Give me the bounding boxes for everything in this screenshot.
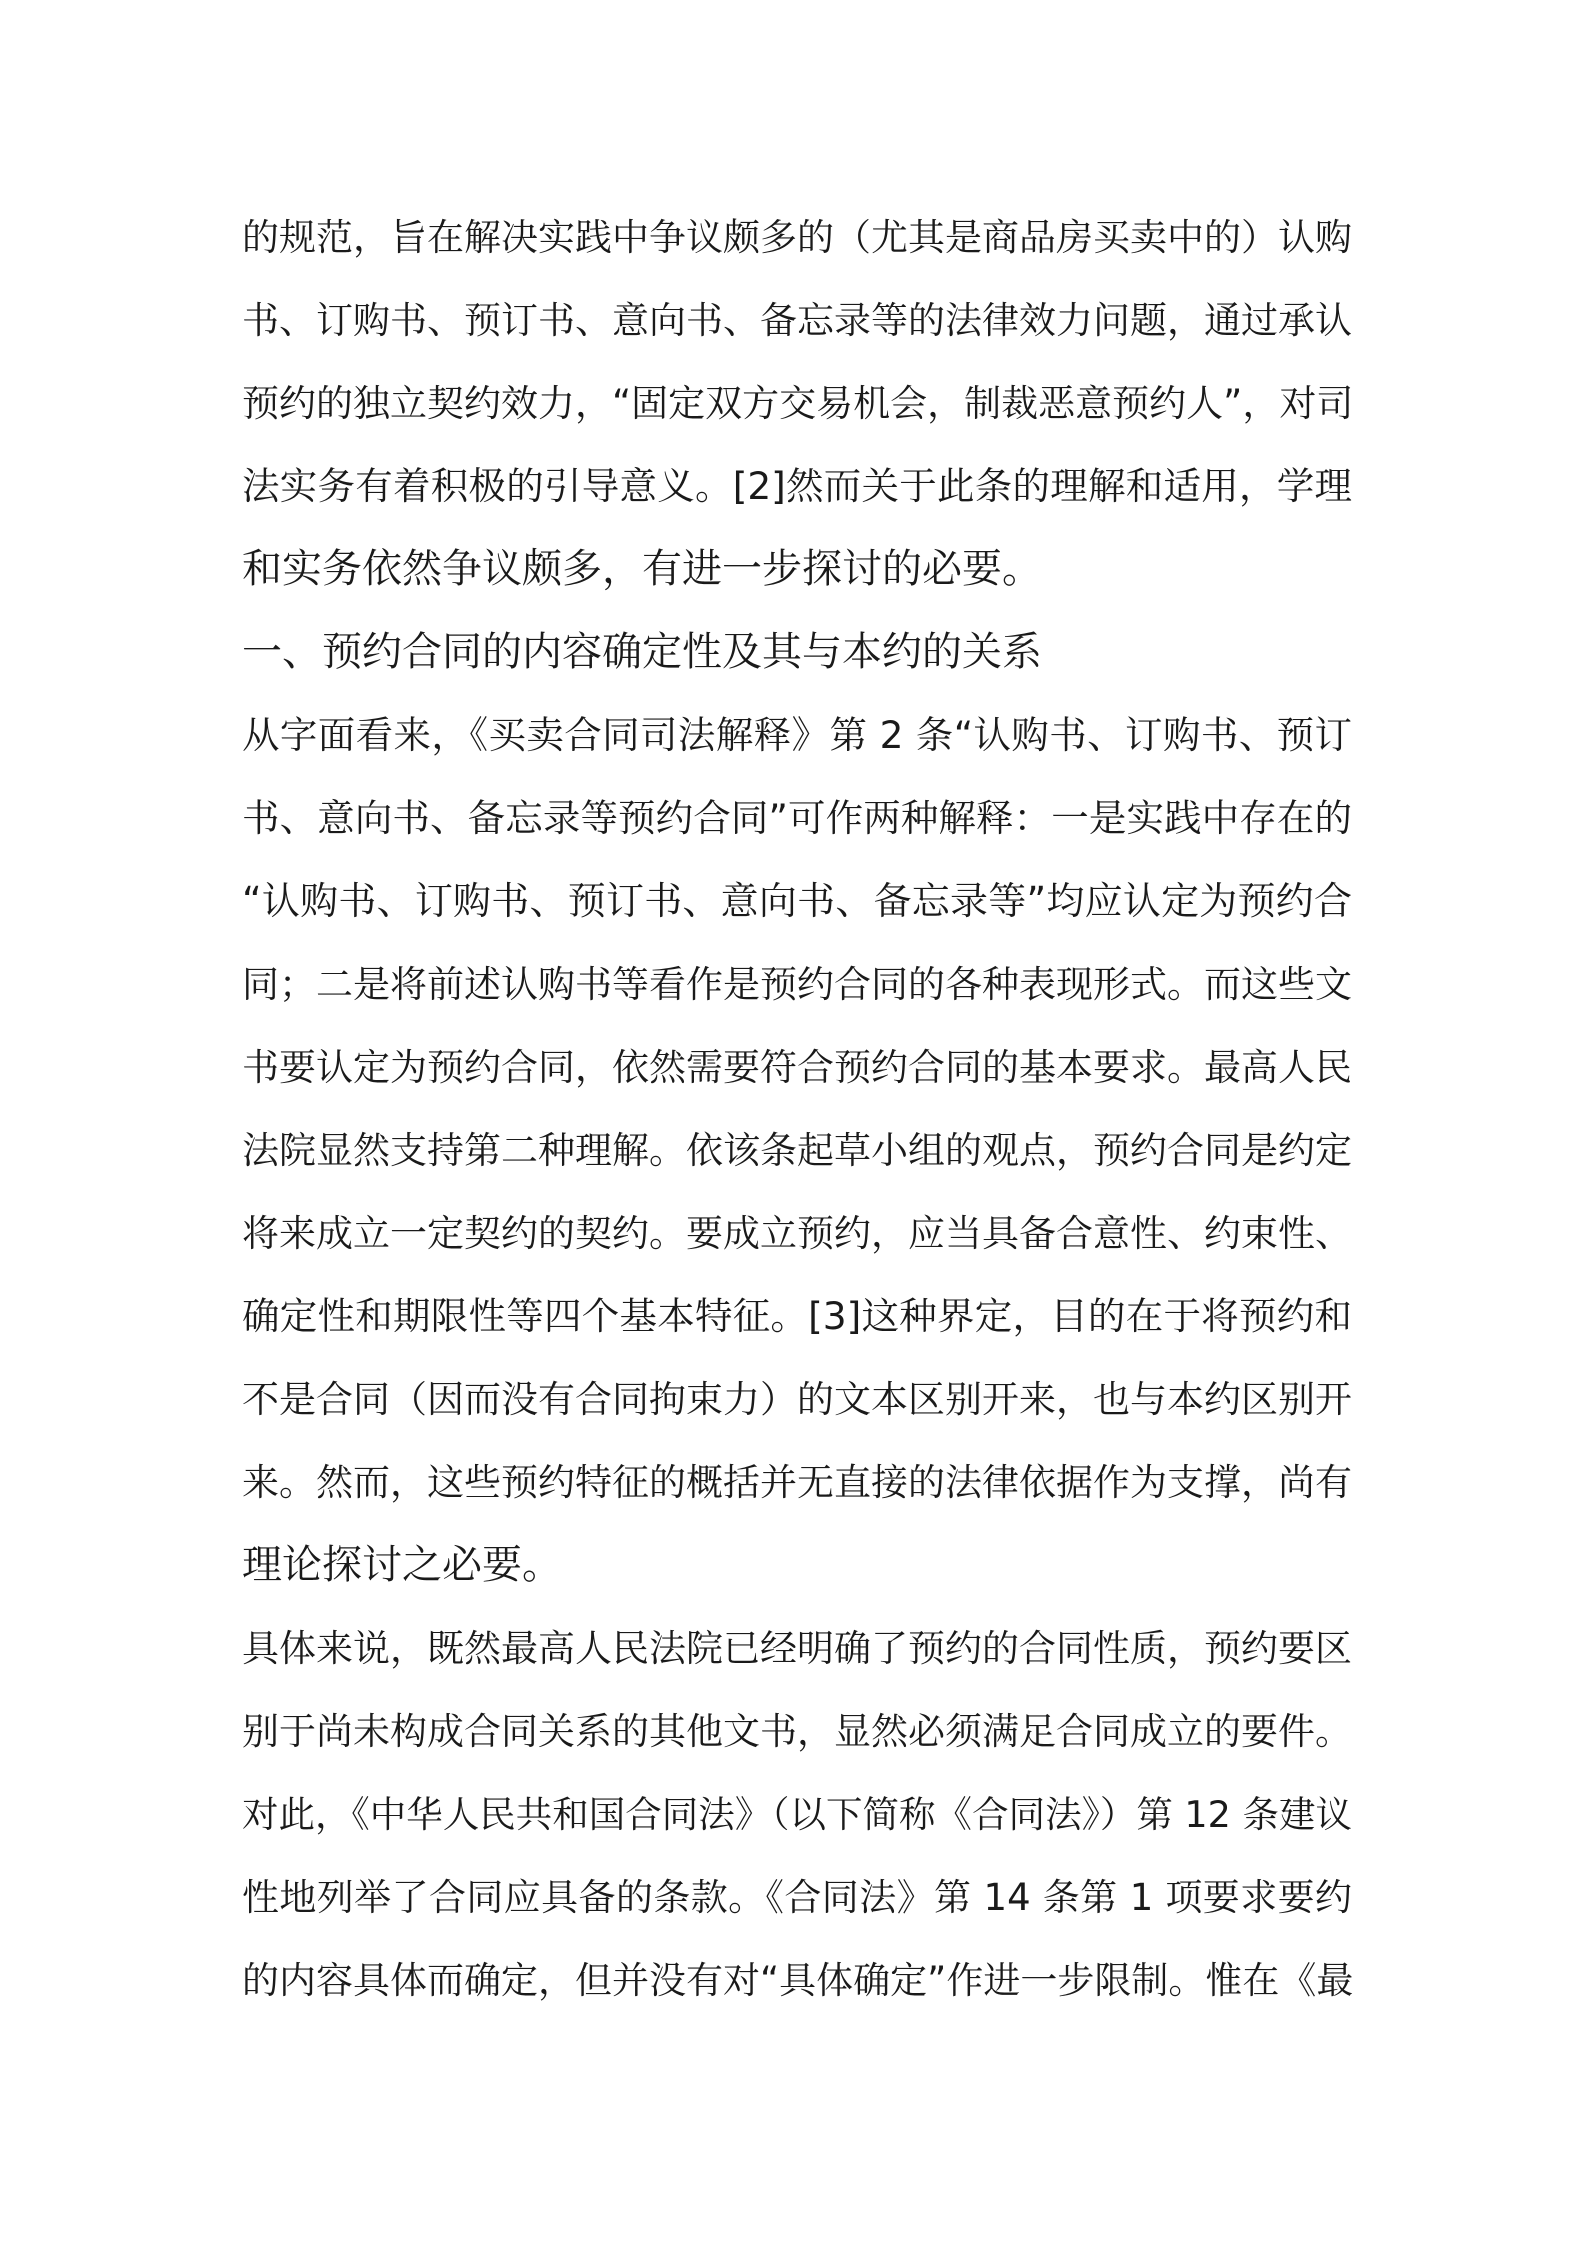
text-line: “认购书、订购书、预订书、意向书、备忘录等”均应认定为预约合 [242, 879, 1352, 923]
text-line: 理论探讨之必要。 [242, 1542, 562, 1588]
text-line: 别于尚未构成合同关系的其他文书，显然必须满足合同成立的要件。 [242, 1710, 1352, 1753]
text-line: 同；二是将前述认购书等看作是预约合同的各种表现形式。而这些文 [242, 963, 1352, 1006]
text-line: 法院显然支持第二种理解。依该条起草小组的观点，预约合同是约定 [242, 1129, 1352, 1172]
text-line: 和实务依然争议颇多，有进一步探讨的必要。 [242, 546, 1042, 592]
text-line: 具体来说，既然最高人民法院已经明确了预约的合同性质，预约要区 [242, 1627, 1352, 1670]
text-line: 书、意向书、备忘录等预约合同”可作两种解释：一是实践中存在的 [242, 796, 1352, 840]
text-line: 对此，《中华人民共和国合同法》（以下简称《合同法》）第 12 条建议 [242, 1793, 1352, 1836]
text-line: 的内容具体而确定，但并没有对“具体确定”作进一步限制。惟在《最 [242, 1959, 1354, 2002]
text-line: 不是合同（因而没有合同拘束力）的文本区别开来，也与本约区别开 [242, 1378, 1352, 1421]
text-line: 性地列举了合同应具备的条款。《合同法》第 14 条第 1 项要求要约 [242, 1876, 1352, 1919]
section-heading: 一、预约合同的内容确定性及其与本约的关系 [242, 629, 1042, 675]
text-line: 书、订购书、预订书、意向书、备忘录等的法律效力问题，通过承认 [242, 299, 1352, 342]
text-line: 书要认定为预约合同，依然需要符合预约合同的基本要求。最高人民 [242, 1046, 1352, 1089]
text-line: 将来成立一定契约的契约。要成立预约，应当具备合意性、约束性、 [242, 1212, 1352, 1255]
text-line: 来。然而，这些预约特征的概括并无直接的法律依据作为支撑，尚有 [242, 1461, 1352, 1504]
text-line: 预约的独立契约效力，“固定双方交易机会，制裁恶意预约人”，对司 [242, 382, 1354, 425]
text-line: 法实务有着积极的引导意义。[2]然而关于此条的理解和适用，学理 [242, 464, 1352, 508]
body-text [242, 196, 1352, 2022]
text-line: 从字面看来，《买卖合同司法解释》第 2 条“认购书、订购书、预订 [242, 713, 1352, 757]
text-line: 的规范，旨在解决实践中争议颇多的（尤其是商品房买卖中的）认购 [242, 216, 1352, 259]
text-line: 确定性和期限性等四个基本特征。[3]这种界定，目的在于将预约和 [242, 1294, 1352, 1338]
